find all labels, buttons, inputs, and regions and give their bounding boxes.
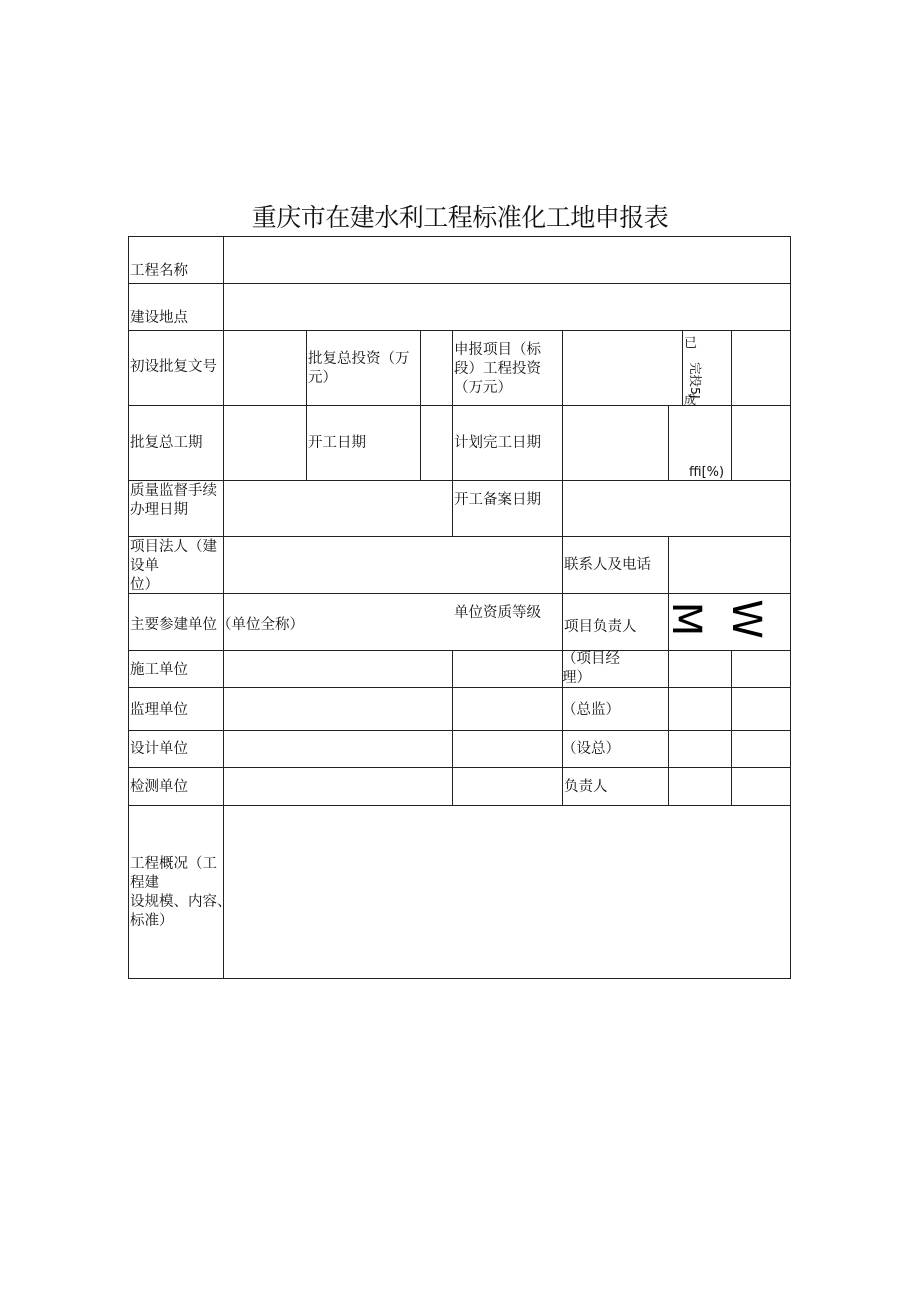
legal-person-field[interactable] [224, 537, 562, 593]
label-project-lead: 项目负责人 [564, 619, 637, 635]
start-filing-date-field[interactable] [563, 481, 790, 536]
supervision-unit-field[interactable] [224, 688, 452, 730]
overview-field[interactable] [224, 806, 790, 978]
construction-unit-field[interactable] [224, 651, 452, 687]
col-divider [668, 405, 669, 480]
completion-field[interactable] [732, 331, 790, 480]
col-divider [682, 330, 683, 405]
completion-char-a: 已 [684, 336, 698, 351]
label-quality-supervision: 质量监督手续 办理日期 [130, 483, 217, 518]
label-start-date: 开工日期 [308, 435, 366, 451]
start-date-field[interactable] [421, 406, 452, 480]
table-border-left [128, 236, 129, 979]
label-contact: 联系人及电话 [564, 557, 651, 573]
mark-a: M [663, 601, 709, 637]
testing-unit-field[interactable] [224, 768, 452, 805]
col-divider [306, 330, 307, 480]
location-field[interactable] [224, 284, 790, 330]
contact-field[interactable] [669, 537, 790, 593]
label-declared-investment: 申报项目（标 段）工程投资 （万元） [454, 342, 541, 396]
label-qualification: 单位资质等级 [454, 605, 541, 621]
form-title: 重庆市在建水利工程标准化工地申报表 [251, 203, 669, 232]
col-divider [731, 650, 732, 806]
label-construction-unit: 施工单位 [130, 662, 188, 678]
label-testing-unit: 检测单位 [130, 779, 188, 795]
table-border-right [790, 236, 791, 979]
label-legal-person: 项目法人（建 设单 位） [130, 539, 217, 593]
approval-doc-field[interactable] [224, 331, 306, 405]
row-divider [128, 593, 791, 594]
label-start-filing-date: 开工备案日期 [454, 492, 541, 508]
label-approved-investment: 批复总投资（万 元） [308, 351, 410, 386]
planned-completion-field[interactable] [563, 406, 668, 480]
label-design-unit: 设计单位 [130, 741, 188, 757]
label-construction-role: （项目经 理） [562, 651, 620, 686]
declared-investment-field[interactable] [563, 331, 682, 405]
label-design-role: （设总） [562, 741, 620, 757]
label-supervision-unit: 监理单位 [130, 702, 188, 718]
approved-period-field[interactable] [224, 406, 306, 480]
label-supervision-role: （总监） [562, 702, 620, 718]
label-approved-period: 批复总工期 [130, 435, 203, 451]
mark-b: W [723, 599, 769, 639]
approved-investment-field[interactable] [421, 331, 452, 405]
label-testing-role: 负责人 [564, 779, 608, 795]
completion-char-b: 成 [684, 393, 697, 407]
col-divider [452, 330, 453, 537]
completion-footer: ffi[%) [689, 465, 725, 480]
completion-rotated-text: 完投5J [688, 362, 703, 399]
label-location: 建设地点 [130, 310, 188, 326]
quality-supervision-field[interactable] [224, 481, 452, 536]
row-divider [128, 650, 224, 651]
label-main-units: 主要参建单位（单位全称） [130, 617, 304, 633]
project-name-field[interactable] [224, 237, 790, 283]
label-planned-completion: 计划完工日期 [454, 435, 541, 451]
label-approval-doc: 初设批复文号 [130, 359, 217, 375]
design-unit-field[interactable] [224, 731, 452, 767]
label-overview: 工程概况（工 程建 设规模、内容、 标准） [130, 856, 232, 929]
col-divider [452, 650, 453, 806]
table-border-bottom [128, 978, 791, 979]
label-project-name: 工程名称 [130, 263, 188, 279]
